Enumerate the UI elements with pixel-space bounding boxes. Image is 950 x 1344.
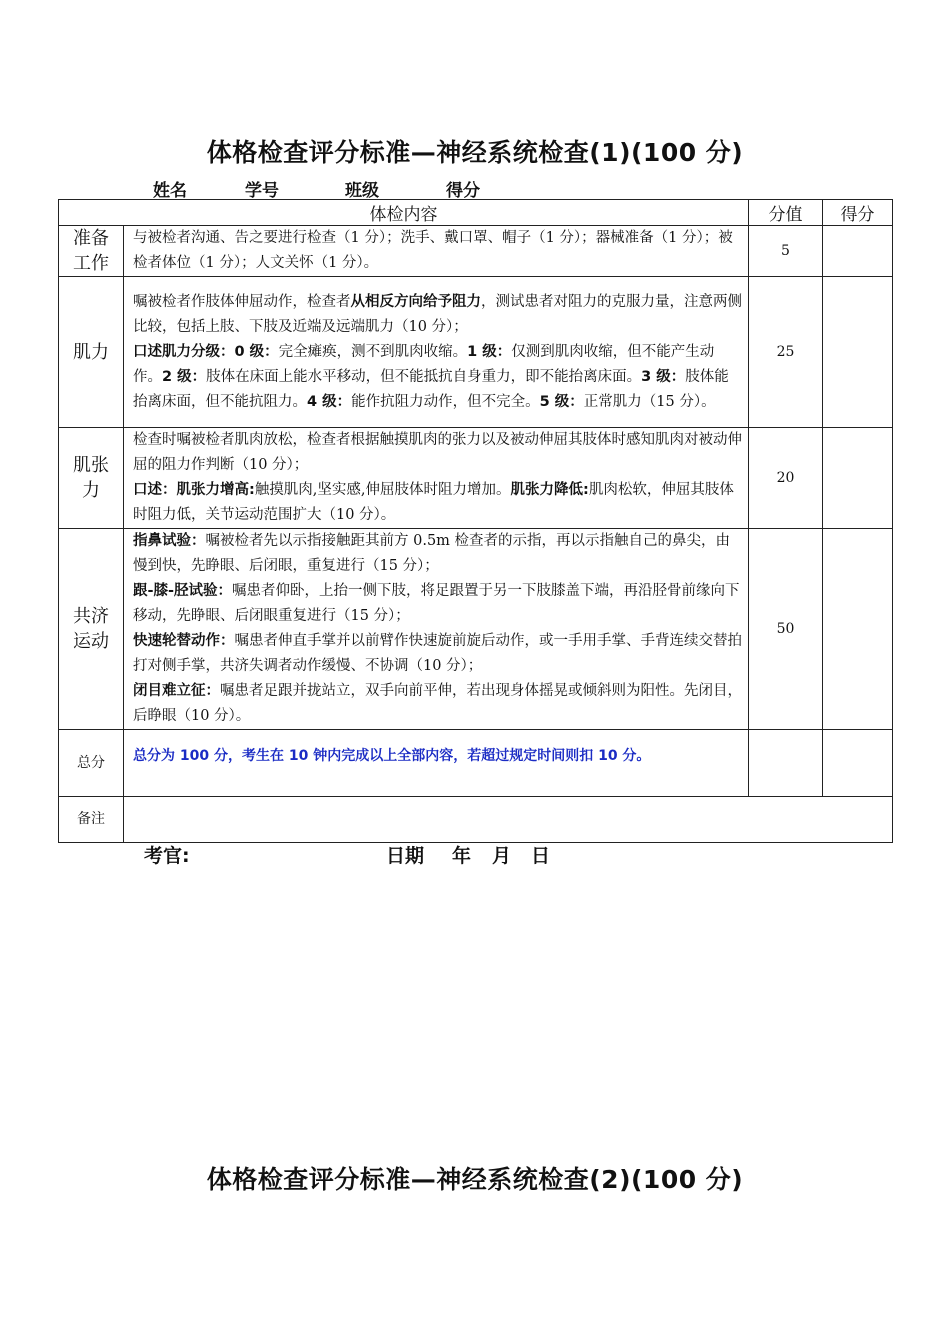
score-cell-muscle-tone[interactable] xyxy=(823,428,893,529)
total-note: 总分为 100 分，考生在 10 钟内完成以上全部内容，若超过规定时间则扣 10 分。 xyxy=(124,730,749,797)
total-label: 总分 xyxy=(59,730,124,797)
score-label: 得分 xyxy=(446,181,480,201)
table-header-row xyxy=(59,200,893,226)
score-cell-muscle-strength[interactable] xyxy=(823,277,893,428)
class-label: 班级 xyxy=(345,181,379,201)
header-content: 体检内容 xyxy=(59,200,749,226)
scoring-table xyxy=(58,199,893,843)
points-muscle-tone: 20 xyxy=(749,428,823,529)
page-title-2: 体格检查评分标准—神经系统检查(2)(100 分) xyxy=(206,1165,744,1194)
date-year: 年 xyxy=(452,845,472,867)
student-id-label: 学号 xyxy=(245,181,279,201)
table-row xyxy=(59,277,893,428)
content-preparation: 与被检者沟通、告之要进行检查（1 分）；洗手、戴口罩、帽子（1 分）；器械准备（1 分）；被检者体位（1 分）；人文关怀（1 分）。 xyxy=(124,226,749,277)
date-label: 日期 xyxy=(386,845,425,867)
page-title: 体格检查评分标准—神经系统检查(1)(100 分) xyxy=(206,138,744,167)
category-coordination: 共济运动 xyxy=(59,529,124,730)
date-day: 日 xyxy=(531,845,551,867)
table-row xyxy=(59,529,893,730)
name-label: 姓名 xyxy=(153,181,187,201)
signature-row xyxy=(0,841,950,867)
remarks-label: 备注 xyxy=(59,797,124,843)
date-month: 月 xyxy=(492,845,512,867)
table-row xyxy=(59,797,893,843)
content-coordination: 指鼻试验：嘱被检者先以示指接触距其前方 0.5m 检查者的示指，再以示指触自己的鼻尖，由慢到快，先睁眼、后闭眼，重复进行（15 分）； 跟-膝-胫试验：嘱患者仰卧，上抬一侧下肢，将足跟置于另一下肢膝盖下端，再沿胫骨前缘向下移动，先睁眼、后闭眼重复进行（15 分）； 快速轮替动作：嘱患者伸直手掌并以前臂作快速旋前旋后动作，或一手用手掌、手背连续交替拍打对侧手掌，共济失调者动作缓慢、不协调（10 分）； 闭目难立征：嘱患者足跟并拢站立，双手向前平伸，若出现身体摇晃或倾斜则为阳性。先闭目，后睁眼（10 分）。 xyxy=(124,529,749,730)
header-score: 得分 xyxy=(823,200,893,226)
content-muscle-strength: 嘱被检者作肢体伸屈动作，检查者从相反方向给予阻力，测试患者对阻力的克服力量，注意两侧比较，包括上肢、下肢及近端及远端肌力（10 分）； 口述肌力分级：0 级：完全瘫痪，测不到肌肉收缩。1 级：仅测到肌肉收缩，但不能产生动作。2 级：肢体在床面上能水平移动，但不能抵抗自身重力，即不能抬离床面。3 级：肢体能抬离床面，但不能抗阻力。4 级：能作抗阻力动作，但不完全。5 级：正常肌力（15 分）。 xyxy=(124,277,749,428)
total-points-cell xyxy=(749,730,823,797)
category-muscle-tone: 肌张力 xyxy=(59,428,124,529)
content-muscle-tone: 检查时嘱被检者肌肉放松，检查者根据触摸肌肉的张力以及被动伸屈其肢体时感知肌肉对被动伸屈的阻力作判断（10 分）； 口述：肌张力增高:触摸肌肉,坚实感,伸屈肢体时阻力增加。肌张力降低:肌肉松软，伸屈其肢体时阻力低，关节运动范围扩大（10 分）。 xyxy=(124,428,749,529)
table-row xyxy=(59,226,893,277)
examiner-label: 考官: xyxy=(144,845,190,867)
remarks-cell[interactable] xyxy=(124,797,893,843)
points-coordination: 50 xyxy=(749,529,823,730)
header-points: 分值 xyxy=(749,200,823,226)
total-score-cell[interactable] xyxy=(823,730,893,797)
table-row xyxy=(59,730,893,797)
table-row xyxy=(59,428,893,529)
points-preparation: 5 xyxy=(749,226,823,277)
category-preparation: 准备工作 xyxy=(59,226,124,277)
score-cell-coordination[interactable] xyxy=(823,529,893,730)
score-cell-preparation[interactable] xyxy=(823,226,893,277)
category-muscle-strength: 肌力 xyxy=(59,277,124,428)
points-muscle-strength: 25 xyxy=(749,277,823,428)
student-info-row xyxy=(0,176,950,201)
